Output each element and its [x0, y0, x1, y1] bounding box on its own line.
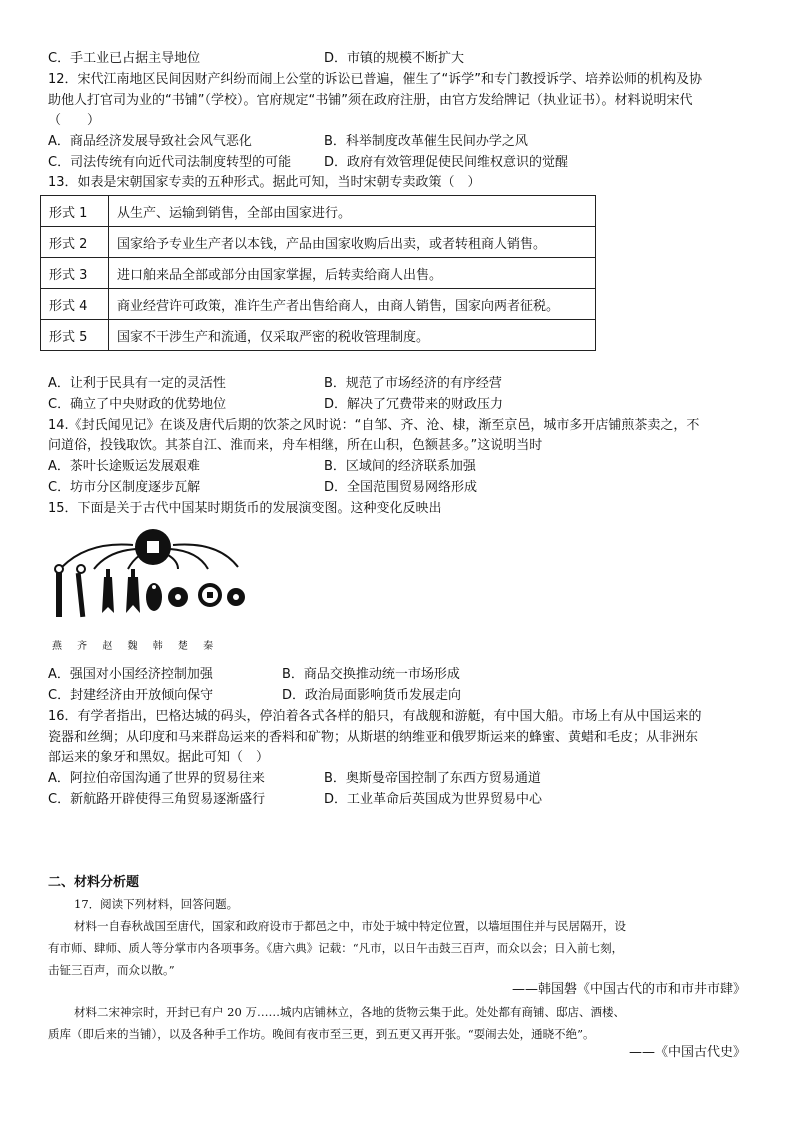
q13-stem: 13．如表是宋朝国家专卖的五种形式。据此可知，当时宋朝专卖政策（ ）	[48, 175, 481, 190]
q15-stem: 15．下面是关于古代中国某时期货币的发展演变图。这种变化反映出	[48, 501, 442, 516]
q12-option-b: B．科举制度改革催生民间办学之风	[324, 134, 528, 149]
q16-option-a: A．阿拉伯帝国沟通了世界的贸易往来	[48, 771, 265, 786]
q15-option-c: C．封建经济由开放倾向保守	[48, 688, 214, 703]
q12-stem-line3: （ ）	[48, 113, 101, 128]
q12-stem-line2: 助他人打官司为业的“书铺”（学校）。官府规定“书铺”须在政府注册，由官方发给牌记（执业证书）。材料说明宋代	[48, 93, 693, 108]
knife-coin	[76, 565, 86, 617]
q16-stem-line3: 部运来的象牙和黑奴。据此可知（ ）	[48, 750, 270, 765]
q14-option-b: B．区域间的经济联系加强	[324, 459, 476, 474]
q11-option-d: D．市镇的规模不断扩大	[324, 51, 465, 66]
round-coin	[168, 587, 188, 607]
form-description: 国家不干涉生产和流通，仅采取严密的税收管理制度。	[109, 320, 596, 351]
q11-option-c: C．手工业已占据主导地位	[48, 51, 201, 66]
q14-option-c: C．坊市分区制度逐步瓦解	[48, 480, 201, 495]
spade-coin	[126, 569, 140, 613]
material2-line1: 材料二宋神宗时，开封已有户 20 万……城内店铺林立，各地的货物云集于此。处处都有商铺、邸店、酒楼、	[74, 1005, 625, 1019]
form-description: 进口舶来品全部或部分由国家掌握，后转卖给商人出售。	[109, 258, 596, 289]
q16-option-c: C．新航路开辟使得三角贸易逐渐盛行	[48, 792, 266, 807]
q15-option-b: B．商品交换推动统一市场形成	[282, 667, 460, 682]
q16-option-d: D．工业革命后英国成为世界贸易中心	[324, 792, 543, 807]
knife-coin	[55, 565, 63, 617]
table-row	[41, 196, 596, 227]
q15-option-d: D．政治局面影响货币发展走向	[282, 688, 462, 703]
table-row	[41, 258, 596, 289]
table-row	[41, 289, 596, 320]
q13-option-a: A．让利于民具有一定的灵活性	[48, 376, 226, 391]
material1-source: ——韩国磐《中国古代的市和市井市肆》	[511, 982, 746, 997]
currency-evolution-figure	[48, 525, 248, 640]
spade-coin	[102, 569, 114, 613]
form-label: 形式 2	[41, 227, 109, 258]
material2-line2: 质库（即后来的当铺），以及各种手工作坊。晚间有夜市至三更，到五更又再开张。“耍闹去处，通晓不绝”。	[48, 1027, 595, 1041]
table-row	[41, 320, 596, 351]
q12-stem-line1: 12．宋代江南地区民间因财产纠纷而闹上公堂的诉讼已普遍，催生了“诉学”和专门教授诉学、培养讼师的机构及协	[48, 72, 703, 87]
q12-option-c: C．司法传统有向近代司法制度转型的可能	[48, 155, 292, 170]
q15-option-a: A．强国对小国经济控制加强	[48, 667, 213, 682]
material1-line1: 材料一自春秋战国至唐代，国家和政府设市于都邑之中，市处于城中特定位置，以墙垣围住并与民居隔开，设	[74, 919, 626, 933]
qin-ban-liang-coin	[135, 529, 171, 565]
q13-option-c: C．确立了中央财政的优势地位	[48, 397, 227, 412]
q14-stem-line1: 14.《封氏闻见记》在谈及唐代后期的饮茶之风时说：“自邹、齐、沧、棣，渐至京邑，城市多开店铺煎茶卖之，不	[48, 418, 700, 433]
q12-option-d: D．政府有效管理促使民间维权意识的觉醒	[324, 155, 569, 170]
monopoly-forms-table	[40, 195, 596, 351]
material1-line2: 有市师、肆师、质人等分掌市内各项事务。《唐六典》记载：“凡市，以日午击鼓三百声，而众以会；日入前七刻，	[48, 941, 624, 955]
q14-option-d: D．全国范围贸易网络形成	[324, 480, 478, 495]
round-coin	[200, 585, 220, 605]
currency-state-labels: 燕 齐 赵 魏 韩 楚 秦	[52, 641, 220, 652]
q16-stem-line1: 16．有学者指出，巴格达城的码头，停泊着各式各样的船只，有战舰和游艇，有中国大船。市场上有从中国运来的	[48, 709, 702, 724]
q14-option-a: A．茶叶长途贩运发展艰难	[48, 459, 200, 474]
form-description: 国家给予专业生产者以本钱，产品由国家收购后出卖，或者转租商人销售。	[109, 227, 596, 258]
form-label: 形式 5	[41, 320, 109, 351]
q13-option-d: D．解决了冗费带来的财政压力	[324, 397, 504, 412]
q12-option-a: A．商品经济发展导致社会风气恶化	[48, 134, 252, 149]
form-description: 商业经营许可政策，准许生产者出售给商人，由商人销售，国家向两者征税。	[109, 289, 596, 320]
round-coin	[227, 588, 245, 606]
q14-stem-line2: 问道俗，投钱取饮。其茶自江、淮而来，舟车相继，所在山积，色额甚多。”这说明当时	[48, 438, 543, 453]
q16-option-b: B．奥斯曼帝国控制了东西方贸易通道	[324, 771, 541, 786]
form-label: 形式 1	[41, 196, 109, 227]
material1-line3: 击钲三百声，而众以散。”	[48, 963, 175, 977]
ant-nose-coin	[146, 583, 162, 611]
form-label: 形式 3	[41, 258, 109, 289]
table-row	[41, 227, 596, 258]
material2-source: ——《中国古代史》	[628, 1045, 746, 1060]
q13-option-b: B．规范了市场经济的有序经营	[324, 376, 502, 391]
q16-stem-line2: 瓷器和丝绸；从印度和马来群岛运来的香料和矿物；从斯堪的纳维亚和俄罗斯运来的蜂蜜、黄蜡和毛皮；从非洲东	[48, 730, 699, 745]
q17-stem: 17．阅读下列材料，回答问题。	[74, 897, 239, 911]
form-description: 从生产、运输到销售，全部由国家进行。	[109, 196, 596, 227]
section-title: 二、材料分析题	[48, 875, 140, 890]
form-label: 形式 4	[41, 289, 109, 320]
